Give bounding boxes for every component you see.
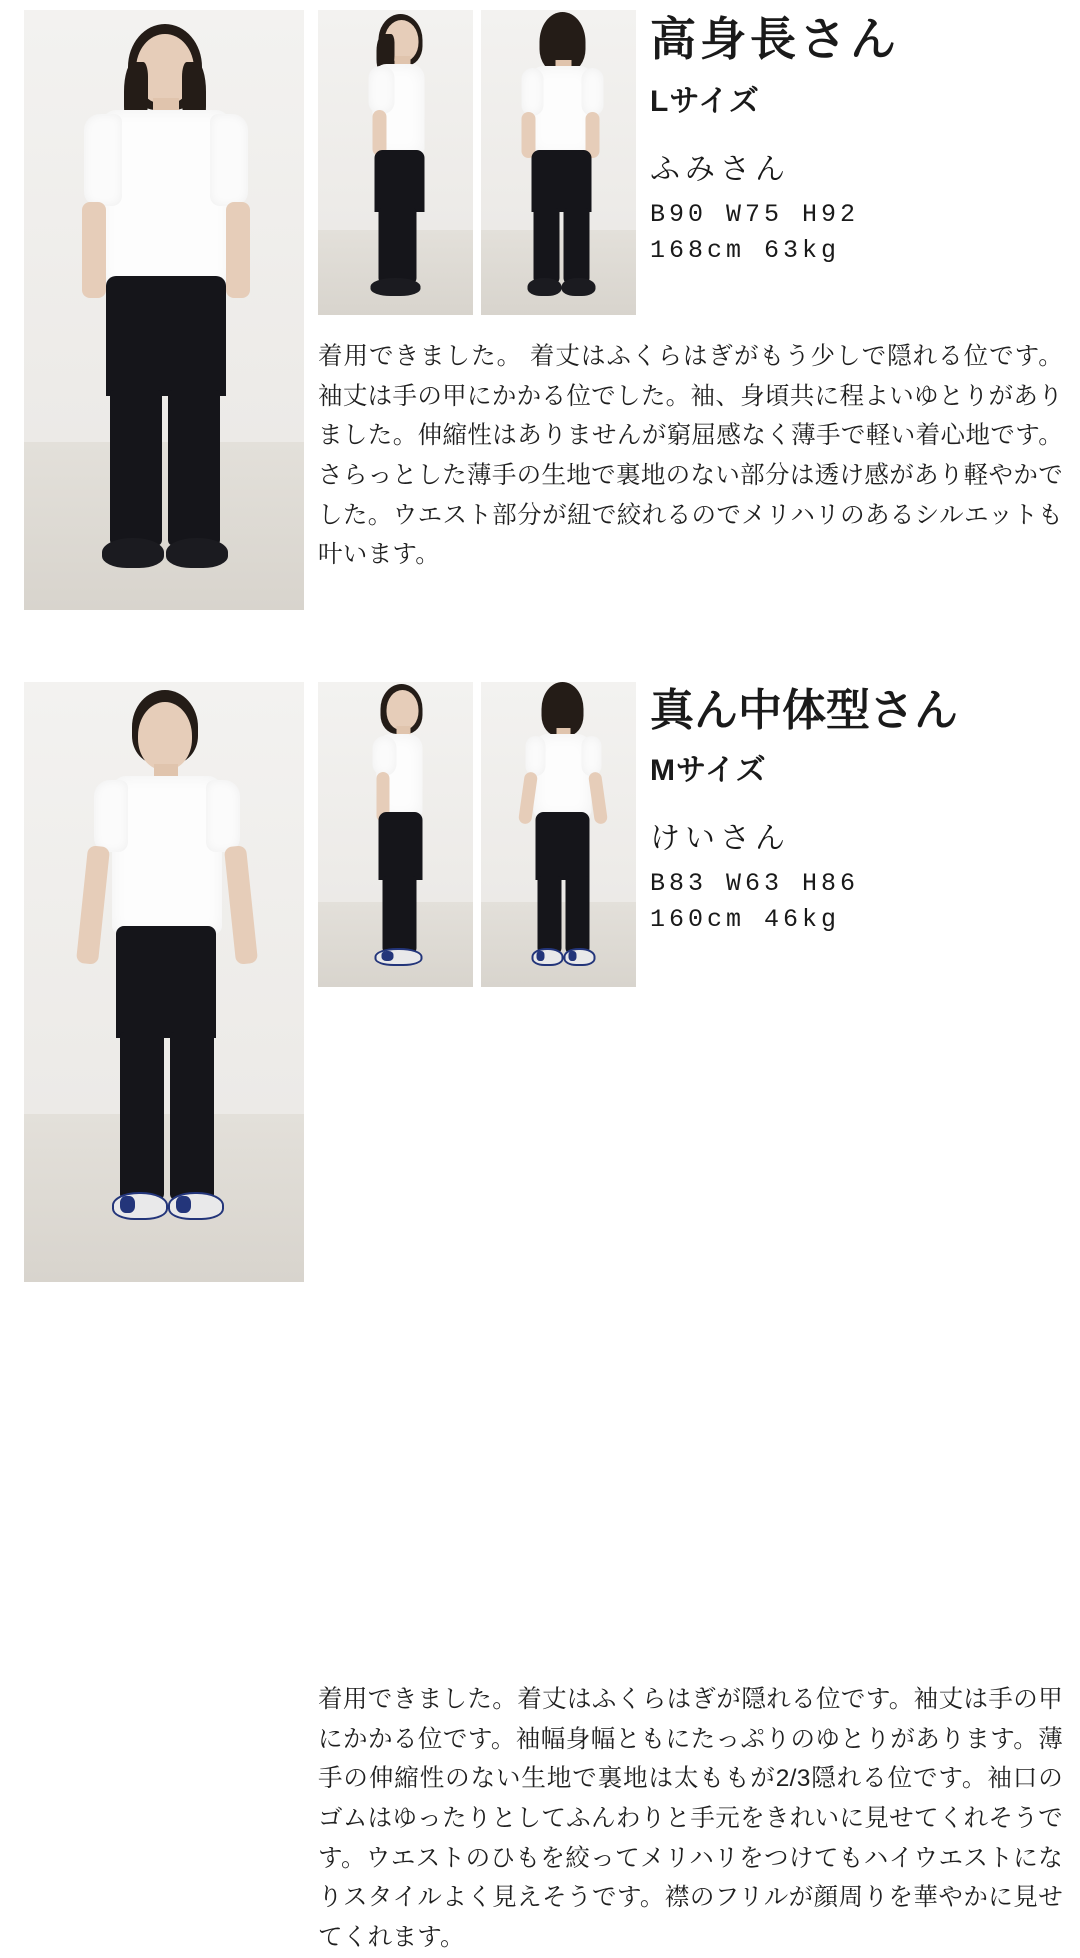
section-title-medium: 真ん中体型さん [650,686,958,735]
model-body-spec-medium: 160cm 46kg [650,905,841,935]
model-photo-back-tall [481,10,636,315]
model-measurements-tall: B90 W75 H92 [650,199,860,229]
model-photo-side-medium [318,682,473,987]
model-measurements-medium: B83 W63 H86 [650,869,860,899]
size-label-tall: Lサイズ [650,84,760,118]
model-name-medium: けいさん [650,822,790,856]
model-info-medium [650,686,1070,934]
size-label-medium: Mサイズ [650,754,767,788]
model-info-tall [650,14,1070,265]
model-photo-front-medium [24,682,304,1282]
model-photo-back-medium [481,682,636,987]
review-text-tall: 着用できました。 着丈はふくらはぎがもう少しで隠れる位です。袖丈は手の甲にかかる位でした。袖、身頃共に程よいゆとりがありました。伸縮性はありませんが窮屈感なく薄手で軽い着心地です。さらっとした薄手の生地で裏地のない部分は透け感があり軽やかでした。ウエスト部分が紐で絞れるのでメリハリのあるシルエットも叶います。 [318,343,1063,569]
section-title-tall: 高身長さん [650,13,900,65]
model-photo-side-tall [318,10,473,315]
model-body-spec-tall: 168cm 63kg [650,235,841,265]
review-text-medium: 着用できました。着丈はふくらはぎが隠れる位です。袖丈は手の甲にかかる位です。袖幅身幅ともにたっぷりのゆとりがあります。薄手の伸縮性のない生地で裏地は太ももが2/3隠れる位です。袖口のゴムはゆったりとしてふんわりと手元をきれいに見せてくれそうです。ウエストのひもを絞ってメリハリをつけてもハイウエストになりスタイルよく見えそうです。襟のフリルが顔周りを華やかに見せてくれます。 [318,1686,1063,1952]
model-photo-front-tall [24,10,304,610]
model-name-tall: ふみさん [650,152,790,186]
